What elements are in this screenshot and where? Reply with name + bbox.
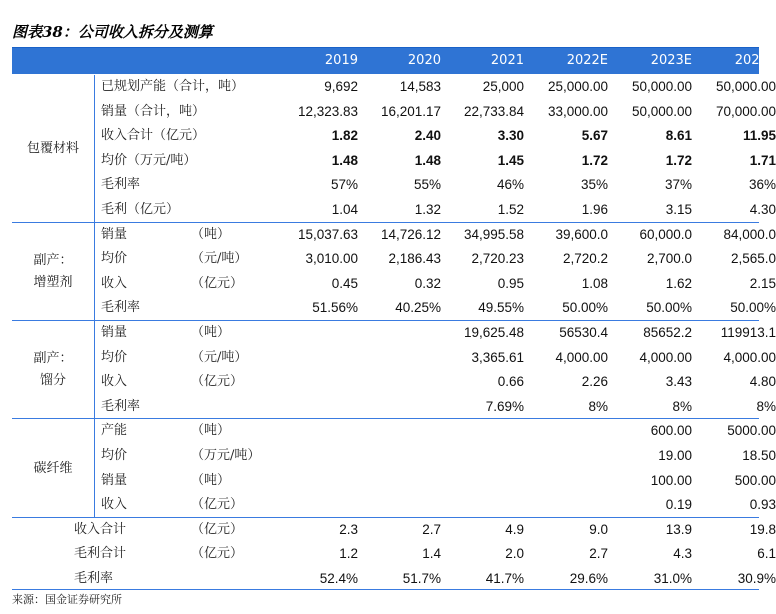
value-cell-2020: 1.48 — [414, 152, 441, 168]
summary-row-label: 收入合计 — [74, 521, 127, 537]
group-name-line: 包覆材料 — [26, 140, 79, 156]
value-cell-2023e: 600.00 — [650, 423, 692, 439]
value-cell-2020: 51.7% — [402, 571, 441, 586]
row-label: 产能 — [101, 423, 128, 439]
value-cell-2021: 2.0 — [505, 546, 524, 562]
value-cell-2020: 2.40 — [414, 128, 441, 144]
row-label: 销量 — [101, 472, 128, 488]
value-cell-2019: 9,692 — [324, 79, 358, 94]
row-unit: （吨） — [191, 226, 231, 242]
value-cell-2021: 3.30 — [497, 128, 524, 144]
row-label: 销量 — [101, 226, 128, 242]
value-cell-2024e: 11.95 — [742, 128, 776, 144]
value-cell-2024e: 2,565.0 — [730, 251, 776, 267]
column-header-2021: 2021 — [490, 53, 524, 68]
value-cell-2019: 0.45 — [331, 275, 358, 291]
summary-row-label: 毛利合计 — [74, 546, 127, 562]
value-cell-2021: 4.9 — [505, 521, 524, 537]
value-cell-2022e: 56530.4 — [559, 325, 608, 340]
column-header-2024e: 2024E — [734, 53, 776, 68]
value-cell-2024e: 4.80 — [749, 374, 776, 390]
value-cell-2023e: 1.72 — [665, 152, 692, 168]
value-cell-2023e: 50.00% — [646, 300, 692, 316]
value-cell-2019: 2.3 — [339, 521, 358, 537]
value-cell-2023e: 85652.2 — [643, 325, 692, 340]
row-unit: （元/吨） — [191, 251, 248, 267]
value-cell-2024e: 6.1 — [757, 546, 776, 562]
value-cell-2022e: 39,600.0 — [555, 226, 608, 242]
column-header-2020: 2020 — [407, 53, 441, 68]
value-cell-2019: 57% — [330, 177, 358, 193]
value-cell-2019: 1.2 — [339, 546, 358, 562]
value-cell-2021: 49.55% — [478, 300, 524, 316]
value-cell-2021: 46% — [496, 177, 524, 193]
value-cell-2020: 0.32 — [414, 275, 441, 291]
value-cell-2024e: 1.71 — [749, 152, 776, 168]
row-label: 收入合计（亿元） — [101, 128, 206, 144]
value-cell-2020: 1.32 — [414, 202, 441, 217]
group-name-line: 碳纤维 — [33, 460, 73, 476]
value-cell-2021: 0.95 — [497, 275, 524, 291]
value-cell-2023e: 2,700.0 — [646, 251, 692, 267]
value-cell-2023e: 50,000.00 — [631, 103, 692, 119]
row-unit: （元/吨） — [191, 349, 248, 365]
column-header-2023e: 2023E — [650, 53, 692, 68]
value-cell-2020: 14,726.12 — [380, 226, 441, 242]
value-cell-2019: 52.4% — [319, 571, 358, 586]
column-header-2022e: 2022E — [566, 53, 608, 68]
value-cell-2020: 2.7 — [422, 521, 441, 537]
value-cell-2021: 25,000 — [482, 79, 524, 94]
value-cell-2024e: 4.30 — [749, 202, 776, 217]
value-cell-2023e: 4,000.00 — [639, 349, 692, 365]
group-name — [12, 138, 94, 160]
value-cell-2023e: 8.61 — [665, 128, 692, 144]
row-unit: （亿元） — [191, 546, 244, 562]
value-cell-2022e: 4,000.00 — [555, 349, 608, 365]
value-cell-2019: 1.04 — [331, 202, 358, 217]
value-cell-2023e: 0.19 — [665, 497, 692, 513]
value-cell-2021: 0.66 — [497, 374, 524, 390]
bottom-rule — [12, 589, 759, 590]
row-label: 销量 — [101, 325, 128, 340]
value-cell-2023e: 13.9 — [665, 521, 692, 537]
value-cell-2024e: 30.9% — [737, 571, 776, 586]
row-label: 毛利（亿元） — [101, 202, 180, 217]
row-unit: （亿元） — [191, 374, 244, 390]
value-cell-2022e: 33,000.00 — [547, 103, 608, 119]
value-cell-2022e: 29.6% — [569, 571, 608, 586]
value-cell-2023e: 60,000.0 — [639, 226, 692, 242]
value-cell-2023e: 100.00 — [650, 472, 692, 488]
group-name — [12, 458, 94, 480]
value-cell-2021: 1.52 — [497, 202, 524, 217]
row-label: 均价（万元/吨） — [101, 152, 197, 168]
row-label: 毛利率 — [101, 398, 141, 414]
row-label: 已规划产能（合计，吨） — [101, 79, 245, 94]
row-label: 毛利率 — [101, 177, 141, 193]
value-cell-2021: 34,995.58 — [463, 226, 524, 242]
value-cell-2022e: 50.00% — [562, 300, 608, 316]
value-cell-2019: 51.56% — [312, 300, 358, 316]
value-cell-2023e: 37% — [664, 177, 692, 193]
value-cell-2019: 3,010.00 — [305, 251, 358, 267]
value-cell-2021: 22,733.84 — [463, 103, 524, 119]
value-cell-2021: 41.7% — [485, 571, 524, 586]
row-label: 收入 — [101, 275, 128, 291]
value-cell-2021: 19,625.48 — [463, 325, 524, 340]
value-cell-2019: 1.48 — [331, 152, 358, 168]
value-cell-2024e: 19.8 — [749, 521, 776, 537]
value-cell-2024e: 2.15 — [749, 275, 776, 291]
value-cell-2023e: 3.43 — [665, 374, 692, 390]
group-name-line: 副产： — [33, 252, 73, 268]
value-cell-2024e: 84,000.0 — [723, 226, 776, 242]
value-cell-2024e: 5000.00 — [727, 423, 776, 439]
group-divider — [94, 321, 95, 419]
row-unit: （吨） — [191, 472, 231, 488]
row-label: 销量（合计，吨） — [101, 103, 206, 119]
value-cell-2022e: 8% — [588, 398, 608, 414]
value-cell-2020: 55% — [413, 177, 441, 193]
value-cell-2020: 2,186.43 — [388, 251, 441, 267]
group-name-line: 馏分 — [39, 373, 66, 389]
value-cell-2022e: 2.7 — [589, 546, 608, 562]
value-cell-2022e: 1.96 — [581, 202, 608, 217]
value-cell-2020: 1.4 — [422, 546, 441, 562]
value-cell-2024e: 18.50 — [742, 448, 776, 463]
value-cell-2020: 16,201.17 — [380, 103, 441, 119]
row-unit: （亿元） — [191, 497, 244, 513]
value-cell-2019: 15,037.63 — [297, 226, 358, 242]
row-unit: （吨） — [191, 423, 231, 439]
row-unit: （万元/吨） — [191, 448, 261, 463]
value-cell-2023e: 50,000.00 — [631, 79, 692, 94]
value-cell-2022e: 2.26 — [581, 374, 608, 390]
group-name-line: 副产： — [33, 351, 73, 367]
column-header-2019: 2019 — [324, 53, 358, 68]
value-cell-2022e: 1.08 — [581, 275, 608, 291]
group-name — [12, 250, 94, 294]
value-cell-2019: 12,323.83 — [297, 103, 358, 119]
value-cell-2024e: 119913.1 — [720, 325, 776, 340]
value-cell-2024e: 4,000.00 — [723, 349, 776, 365]
value-cell-2021: 7.69% — [485, 398, 524, 414]
row-label: 毛利率 — [101, 300, 141, 316]
value-cell-2022e: 5.67 — [581, 128, 608, 144]
value-cell-2021: 3,365.61 — [471, 349, 524, 365]
summary-row-label: 毛利率 — [74, 571, 114, 586]
group-divider — [94, 223, 95, 321]
group-name — [12, 348, 94, 392]
value-cell-2024e: 0.93 — [749, 497, 776, 513]
group-divider — [94, 419, 95, 517]
figure-title: 图表38：公司收入拆分及测算 — [12, 23, 213, 41]
group-divider — [94, 75, 95, 223]
row-label: 均价 — [101, 448, 128, 463]
value-cell-2024e: 50,000.00 — [715, 79, 776, 94]
row-label: 均价 — [101, 349, 128, 365]
value-cell-2022e: 25,000.00 — [547, 79, 608, 94]
row-label: 收入 — [101, 497, 128, 513]
value-cell-2021: 1.45 — [497, 152, 524, 168]
value-cell-2022e: 9.0 — [589, 521, 608, 537]
value-cell-2020: 40.25% — [395, 300, 441, 316]
value-cell-2022e: 35% — [580, 177, 608, 193]
value-cell-2024e: 70,000.00 — [715, 103, 776, 119]
value-cell-2023e: 3.15 — [665, 202, 692, 217]
row-label: 均价 — [101, 251, 128, 267]
value-cell-2024e: 36% — [748, 177, 776, 193]
value-cell-2023e: 8% — [672, 398, 692, 414]
source-note: 来源：国金证券研究所 — [12, 593, 122, 606]
value-cell-2023e: 1.62 — [665, 275, 692, 291]
value-cell-2022e: 2,720.2 — [562, 251, 608, 267]
value-cell-2020: 14,583 — [399, 79, 441, 94]
value-cell-2024e: 8% — [756, 398, 776, 414]
value-cell-2023e: 4.3 — [673, 546, 692, 562]
row-unit: （吨） — [191, 325, 231, 340]
value-cell-2023e: 19.00 — [658, 448, 692, 463]
row-unit: （亿元） — [191, 275, 244, 291]
group-name-line: 增塑剂 — [33, 274, 73, 290]
value-cell-2024e: 50.00% — [730, 300, 776, 316]
row-label: 收入 — [101, 374, 128, 390]
value-cell-2022e: 1.72 — [581, 152, 608, 168]
value-cell-2021: 2,720.23 — [471, 251, 524, 267]
row-unit: （亿元） — [191, 521, 244, 537]
value-cell-2019: 1.82 — [331, 128, 358, 144]
value-cell-2024e: 500.00 — [734, 472, 776, 488]
value-cell-2023e: 31.0% — [653, 571, 692, 586]
